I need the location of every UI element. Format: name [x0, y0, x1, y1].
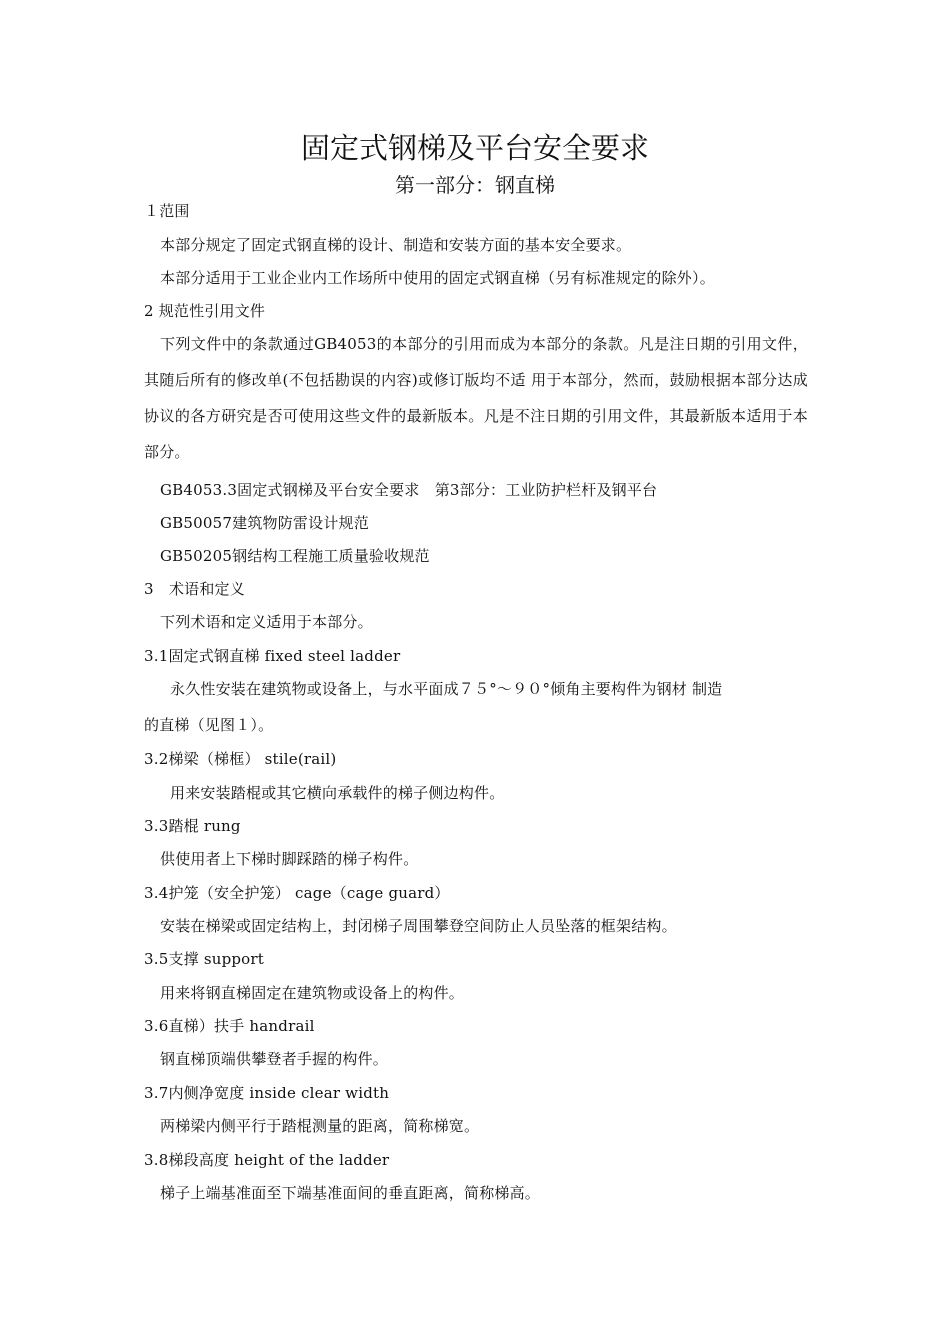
term-3-8: 3.8梯段高度 height of the ladder: [144, 1151, 390, 1169]
term-3-1-definition-line-2: 的直梯（见图１）。: [144, 716, 274, 734]
section-3-intro: 下列术语和定义适用于本部分。: [160, 613, 373, 631]
term-3-6-definition: 钢直梯顶端供攀登者手握的构件。: [160, 1050, 389, 1068]
section-2-paragraph: 下列文件中的条款通过GB4053的本部分的引用而成为本部分的条款。凡是注日期的引用文件，其随后所有的修改单(不包括勘误的内容)或修订版均不适 用于本部分，然而，鼓励根据本部分达成协议的各方研究是否可使用这些文件的最新版本。凡是不注日期的引用文件，其最新版本适用于本部分。: [144, 335, 808, 461]
term-3-4: 3.4护笼（安全护笼） cage（cage guard）: [144, 884, 450, 902]
term-3-5-definition: 用来将钢直梯固定在建筑物或设备上的构件。: [160, 984, 465, 1002]
term-3-2: 3.2梯梁（梯框） stile(rail): [144, 750, 337, 768]
term-3-7: 3.7内侧净宽度 inside clear width: [144, 1084, 390, 1102]
term-3-6: 3.6直梯）扶手 handrail: [144, 1017, 315, 1035]
term-3-2-definition: 用来安装踏棍或其它横向承载件的梯子侧边构件。: [170, 784, 505, 802]
section-1-heading: １范围: [144, 202, 190, 220]
section-2-heading: 2 规范性引用文件: [144, 302, 266, 320]
term-3-7-definition: 两梯梁内侧平行于踏棍测量的距离，简称梯宽。: [160, 1117, 480, 1135]
section-1-paragraph-1: 本部分规定了固定式钢直梯的设计、制造和安装方面的基本安全要求。: [160, 236, 632, 254]
term-3-4-definition: 安装在梯梁或固定结构上，封闭梯子周围攀登空间防止人员坠落的框架结构。: [160, 917, 677, 935]
reference-1: GB4053.3固定式钢梯及平台安全要求 第3部分：工业防护栏杆及钢平台: [160, 481, 658, 499]
term-3-1: 3.1固定式钢直梯 fixed steel ladder: [144, 647, 401, 665]
section-3-heading: 3 术语和定义: [144, 580, 245, 598]
document-title: 固定式钢梯及平台安全要求: [300, 131, 649, 165]
document-subtitle: 第一部分：钢直梯: [395, 173, 555, 197]
reference-3: GB50205钢结构工程施工质量验收规范: [160, 547, 430, 565]
term-3-8-definition: 梯子上端基准面至下端基准面间的垂直距离，简称梯高。: [160, 1184, 541, 1202]
term-3-5: 3.5支撑 support: [144, 950, 265, 968]
section-1-paragraph-2: 本部分适用于工业企业内工作场所中使用的固定式钢直梯（另有标准规定的除外）。: [160, 269, 715, 287]
term-3-3-definition: 供使用者上下梯时脚踩踏的梯子构件。: [160, 850, 419, 868]
term-3-3: 3.3踏棍 rung: [144, 817, 241, 835]
term-3-1-definition-line-1: 永久性安装在建筑物或设备上，与水平面成７５°～９０°倾角主要构件为钢材 制造: [170, 680, 723, 698]
reference-2: GB50057建筑物防雷设计规范: [160, 514, 369, 532]
